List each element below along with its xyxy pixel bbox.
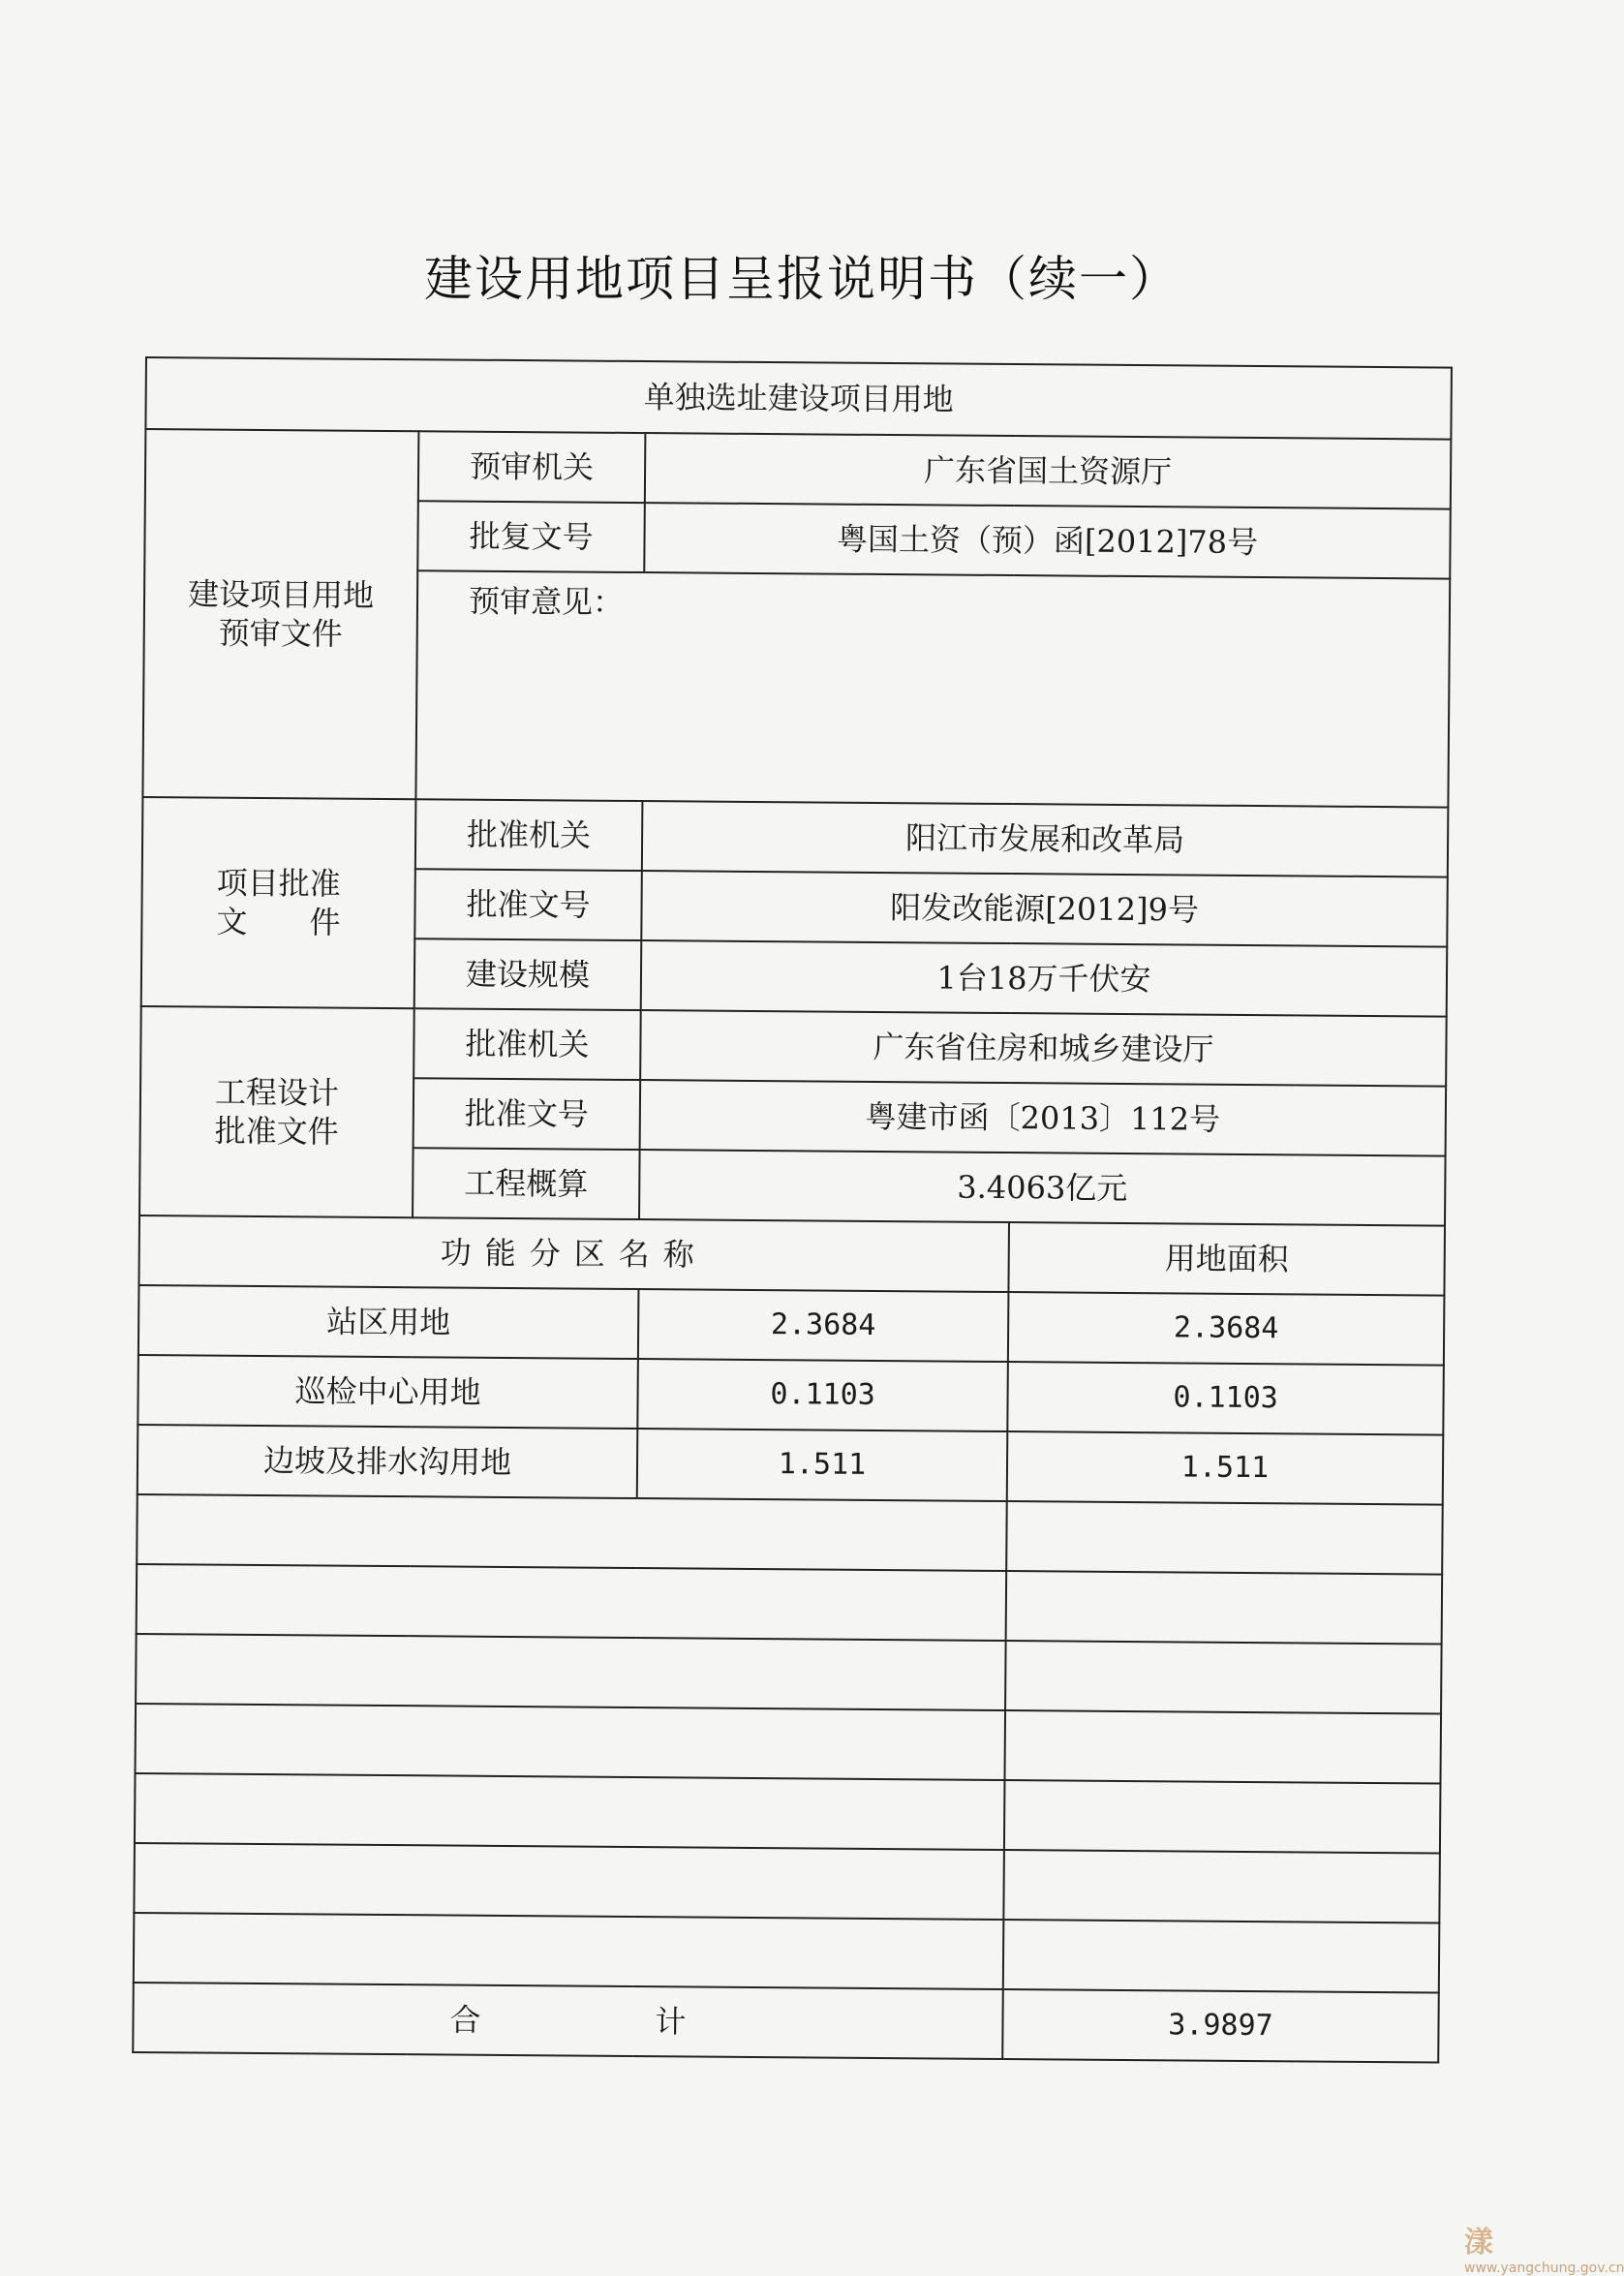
empty-cell (136, 1704, 1006, 1780)
zone-area: 2.3684 (1008, 1292, 1445, 1366)
zone-area: 0.1103 (1007, 1362, 1444, 1435)
row-label: 批复文号 (417, 501, 645, 572)
empty-cell (137, 1494, 1007, 1571)
empty-cell (1006, 1571, 1443, 1645)
zone-name-header: 功能分区名称 (138, 1215, 1009, 1292)
table-row (142, 797, 1449, 877)
zone-name: 边坡及排水沟用地 (138, 1425, 638, 1498)
empty-cell (1003, 1920, 1440, 1993)
pre-review-opinion: 预审意见： (415, 570, 1450, 807)
empty-cell (136, 1634, 1006, 1710)
empty-row (137, 1494, 1443, 1575)
empty-cell (135, 1773, 1005, 1850)
zone-area: 1.511 (1007, 1431, 1444, 1505)
watermark-url: www.yangchung.gov.cn (1464, 2261, 1624, 2276)
area-header: 用地面积 (1008, 1222, 1445, 1296)
page-title: 建设用地项目呈报说明书（续一） (424, 251, 1180, 307)
table-row (138, 1285, 1445, 1366)
empty-row (134, 1843, 1440, 1923)
row-value: 粤建市函〔2013〕112号 (640, 1080, 1447, 1156)
watermark-logo: 漾 (1464, 2226, 1493, 2260)
row-label: 批准机关 (414, 1008, 641, 1080)
row-value: 广东省国土资源厅 (645, 433, 1452, 509)
empty-row (136, 1634, 1442, 1714)
land-use-form-table (132, 356, 1453, 2064)
empty-cell (137, 1564, 1007, 1641)
row-value: 1台18万千伏安 (641, 940, 1448, 1017)
row-label: 批准文号 (414, 1078, 641, 1150)
table-row (138, 1355, 1444, 1435)
table-row (145, 429, 1452, 509)
total-value: 3.9897 (1002, 1989, 1439, 2063)
site-watermark (1464, 2218, 1624, 2276)
row-label: 建设规模 (414, 938, 642, 1010)
total-row (133, 1983, 1439, 2063)
zone-name: 站区用地 (138, 1285, 639, 1359)
empty-cell (1004, 1710, 1441, 1784)
empty-cell (1006, 1501, 1443, 1575)
row-value: 3.4063亿元 (639, 1150, 1446, 1226)
section-label-approval: 项目批准文 件 (141, 797, 416, 1008)
empty-cell (1004, 1780, 1441, 1854)
empty-row (135, 1773, 1441, 1854)
table-header: 单独选址建设项目用地 (145, 357, 1452, 440)
zone-value: 1.511 (637, 1429, 1008, 1501)
row-label: 预审机关 (418, 431, 646, 503)
row-value: 阳发改能源[2012]9号 (641, 871, 1448, 947)
section-label-pre-review: 建设项目用地预审文件 (142, 429, 418, 799)
table-row (140, 1006, 1447, 1087)
empty-row (136, 1704, 1442, 1784)
zone-name: 巡检中心用地 (138, 1355, 638, 1429)
zones-header-row (138, 1215, 1445, 1296)
row-label: 工程概算 (413, 1148, 640, 1219)
zone-value: 0.1103 (637, 1359, 1008, 1431)
empty-cell (1005, 1641, 1442, 1714)
table-header-row (145, 357, 1452, 440)
row-label: 批准机关 (415, 799, 643, 871)
section-label-design: 工程设计批准文件 (139, 1006, 414, 1217)
table-row (138, 1425, 1444, 1505)
row-value: 阳江市发展和改革局 (642, 801, 1449, 877)
row-value: 广东省住房和城乡建设厅 (640, 1010, 1447, 1087)
empty-cell (134, 1843, 1004, 1920)
total-label-part: 合 (449, 2001, 481, 2039)
total-label-part: 计 (655, 2003, 687, 2041)
row-value: 粤国土资（预）函[2012]78号 (644, 503, 1451, 579)
total-label (133, 1983, 1003, 2059)
empty-row (137, 1564, 1443, 1645)
zone-value: 2.3684 (638, 1289, 1009, 1362)
empty-row (134, 1913, 1440, 1993)
row-label: 批准文号 (414, 869, 642, 940)
empty-cell (1003, 1850, 1440, 1923)
empty-cell (134, 1913, 1004, 1989)
